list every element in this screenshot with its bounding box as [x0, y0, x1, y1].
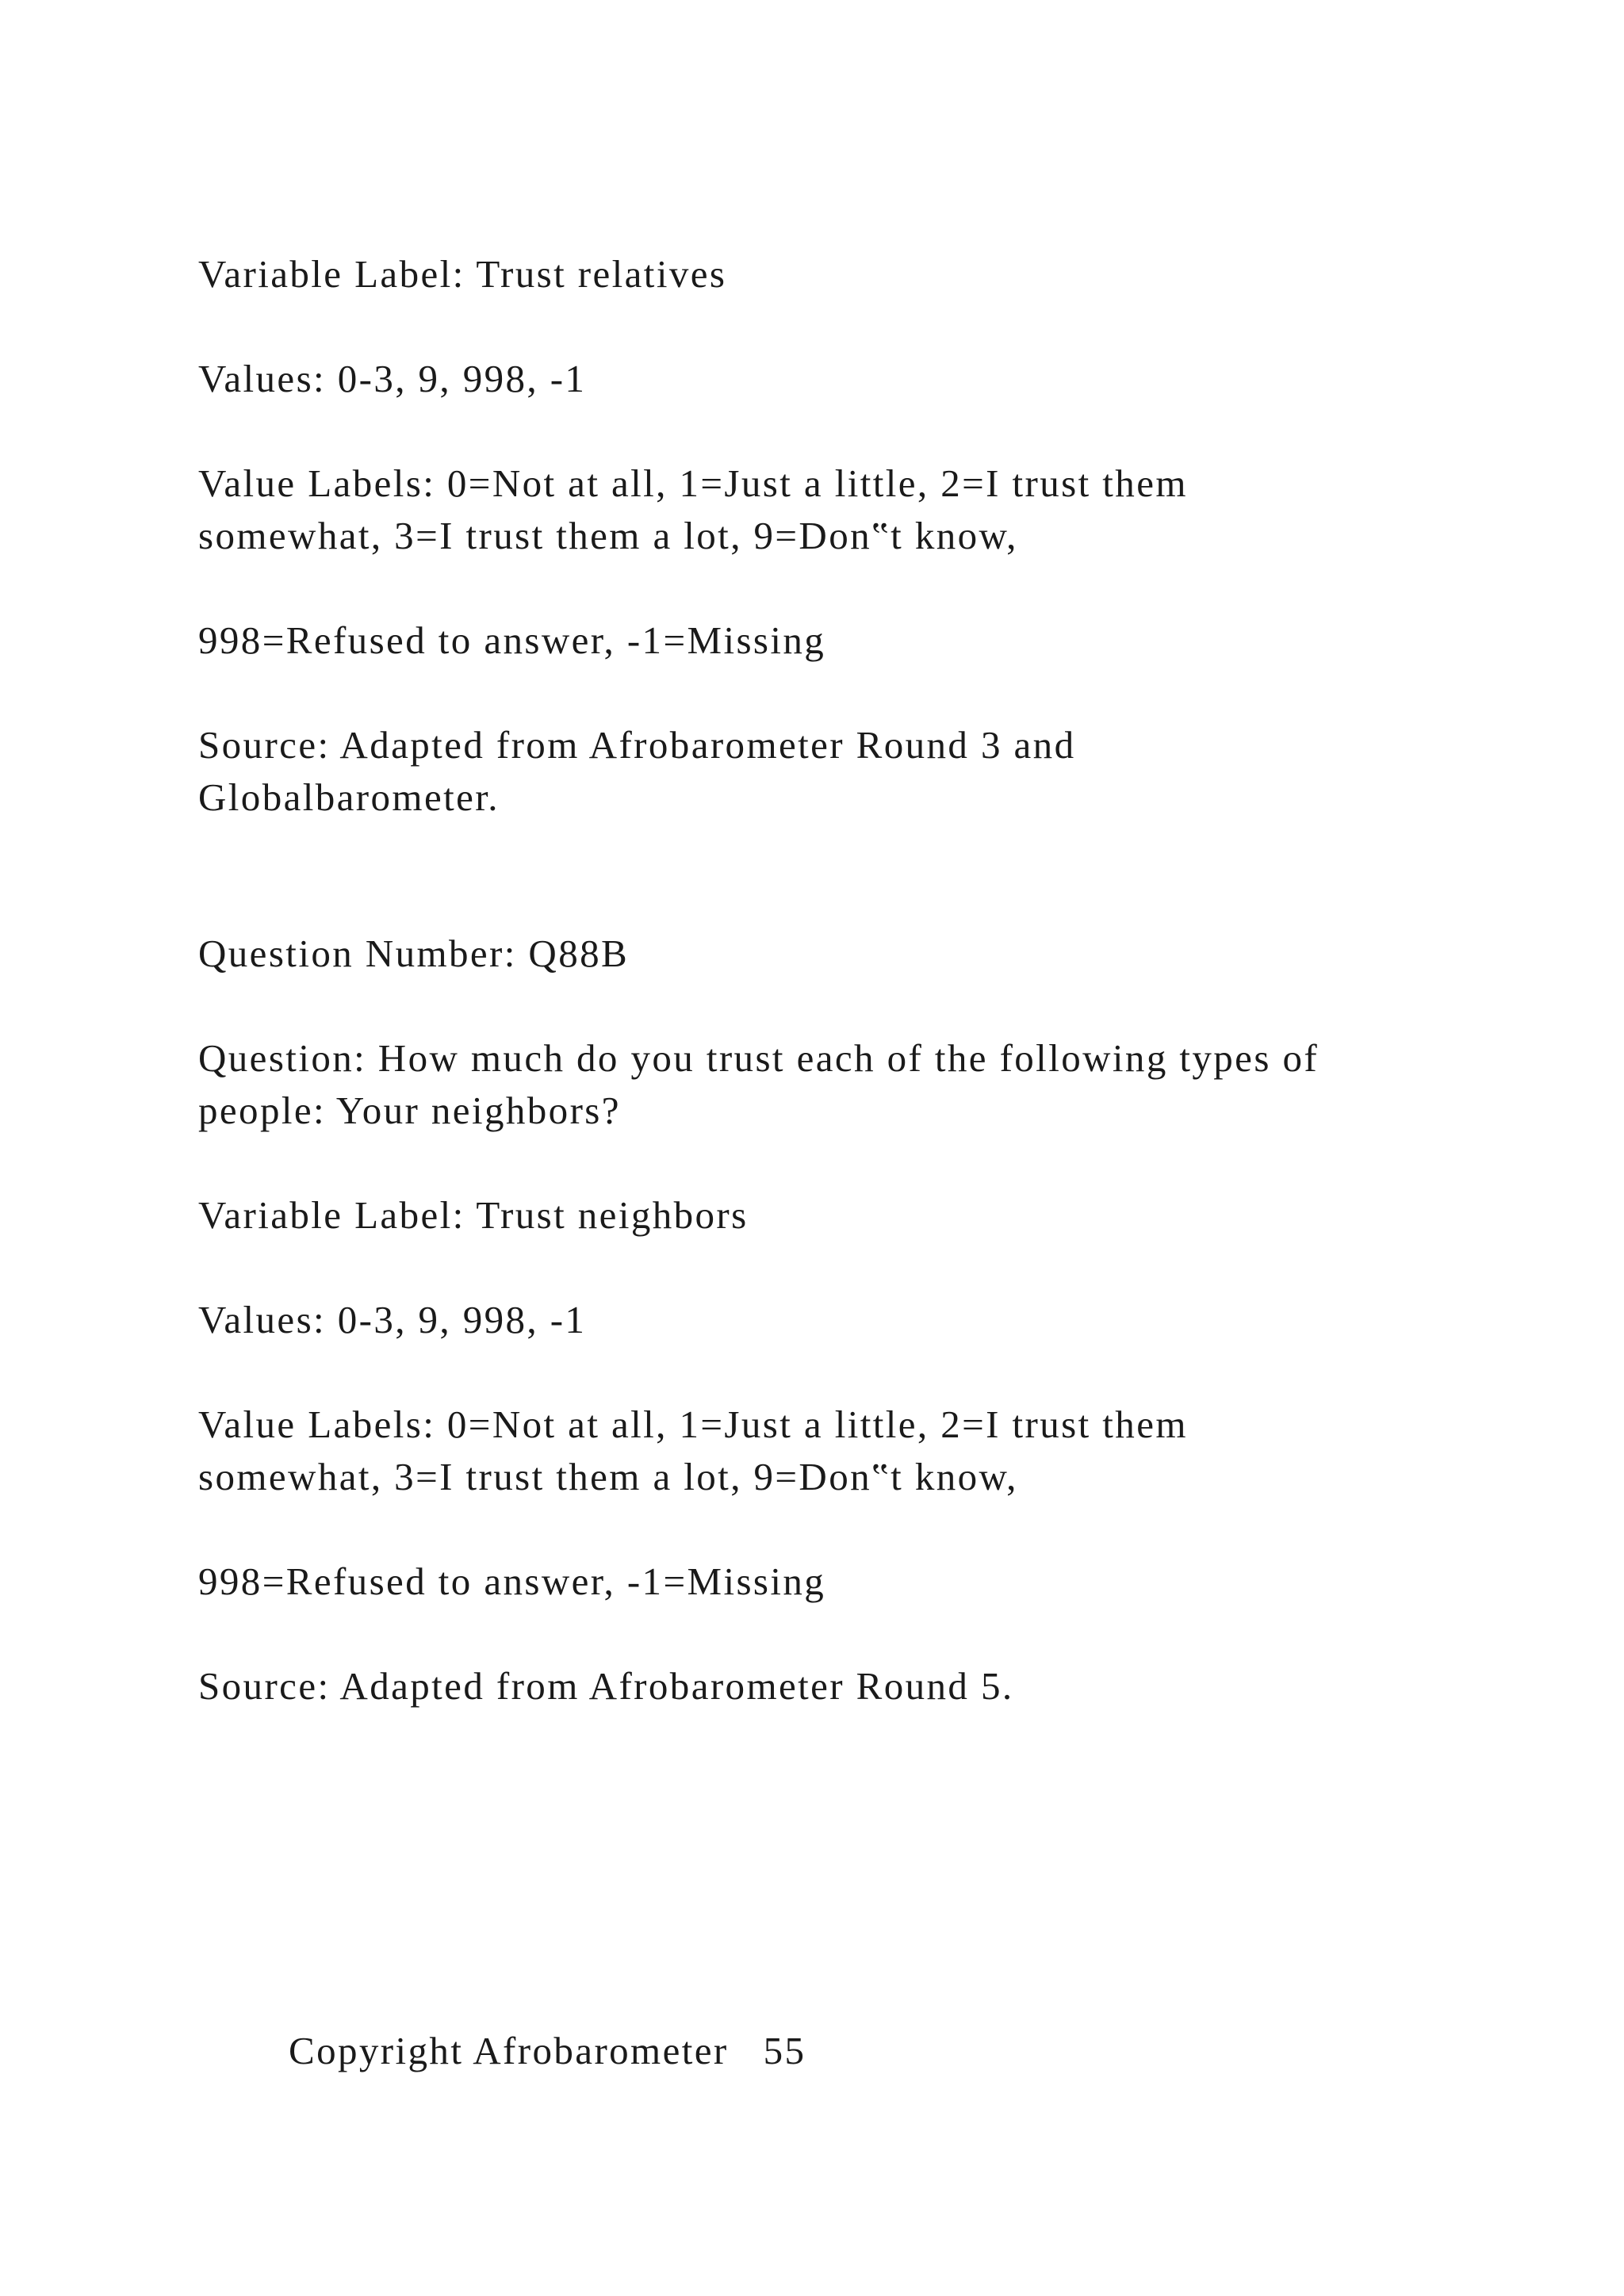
q88a-value-labels-line2: somewhat, 3=I trust them a lot, 9=Don‟t know,: [198, 514, 1018, 557]
page-number: 55: [763, 2029, 806, 2072]
q88b-value-labels-line3: 998=Refused to answer, -1=Missing: [198, 1559, 826, 1603]
q88b-value-labels-line1: Value Labels: 0=Not at all, 1=Just a little, 2=I trust them: [198, 1402, 1188, 1446]
q88a-source-line2: Globalbarometer.: [198, 775, 500, 819]
q88b-values: Values: 0-3, 9, 998, -1: [198, 1298, 587, 1341]
q88b-source: Source: Adapted from Afrobarometer Round 5.: [198, 1664, 1014, 1708]
q88a-values: Values: 0-3, 9, 998, -1: [198, 357, 587, 400]
q88a-variable-label: Variable Label: Trust relatives: [198, 252, 727, 296]
q88b-question-line1: Question: How much do you trust each of the following types of: [198, 1036, 1320, 1080]
q88a-source-line1: Source: Adapted from Afrobarometer Round 3 and: [198, 723, 1076, 767]
copyright-text: Copyright Afrobarometer: [289, 2029, 729, 2072]
q88b-value-labels-line2: somewhat, 3=I trust them a lot, 9=Don‟t know,: [198, 1455, 1018, 1498]
q88b-question-line2: people: Your neighbors?: [198, 1089, 621, 1132]
q88b-variable-label: Variable Label: Trust neighbors: [198, 1193, 749, 1237]
q88a-value-labels-line3: 998=Refused to answer, -1=Missing: [198, 618, 826, 662]
q88a-value-labels-line1: Value Labels: 0=Not at all, 1=Just a little, 2=I trust them: [198, 461, 1188, 505]
page-footer: [289, 2025, 806, 2077]
q88b-question-number: Question Number: Q88B: [198, 932, 630, 975]
